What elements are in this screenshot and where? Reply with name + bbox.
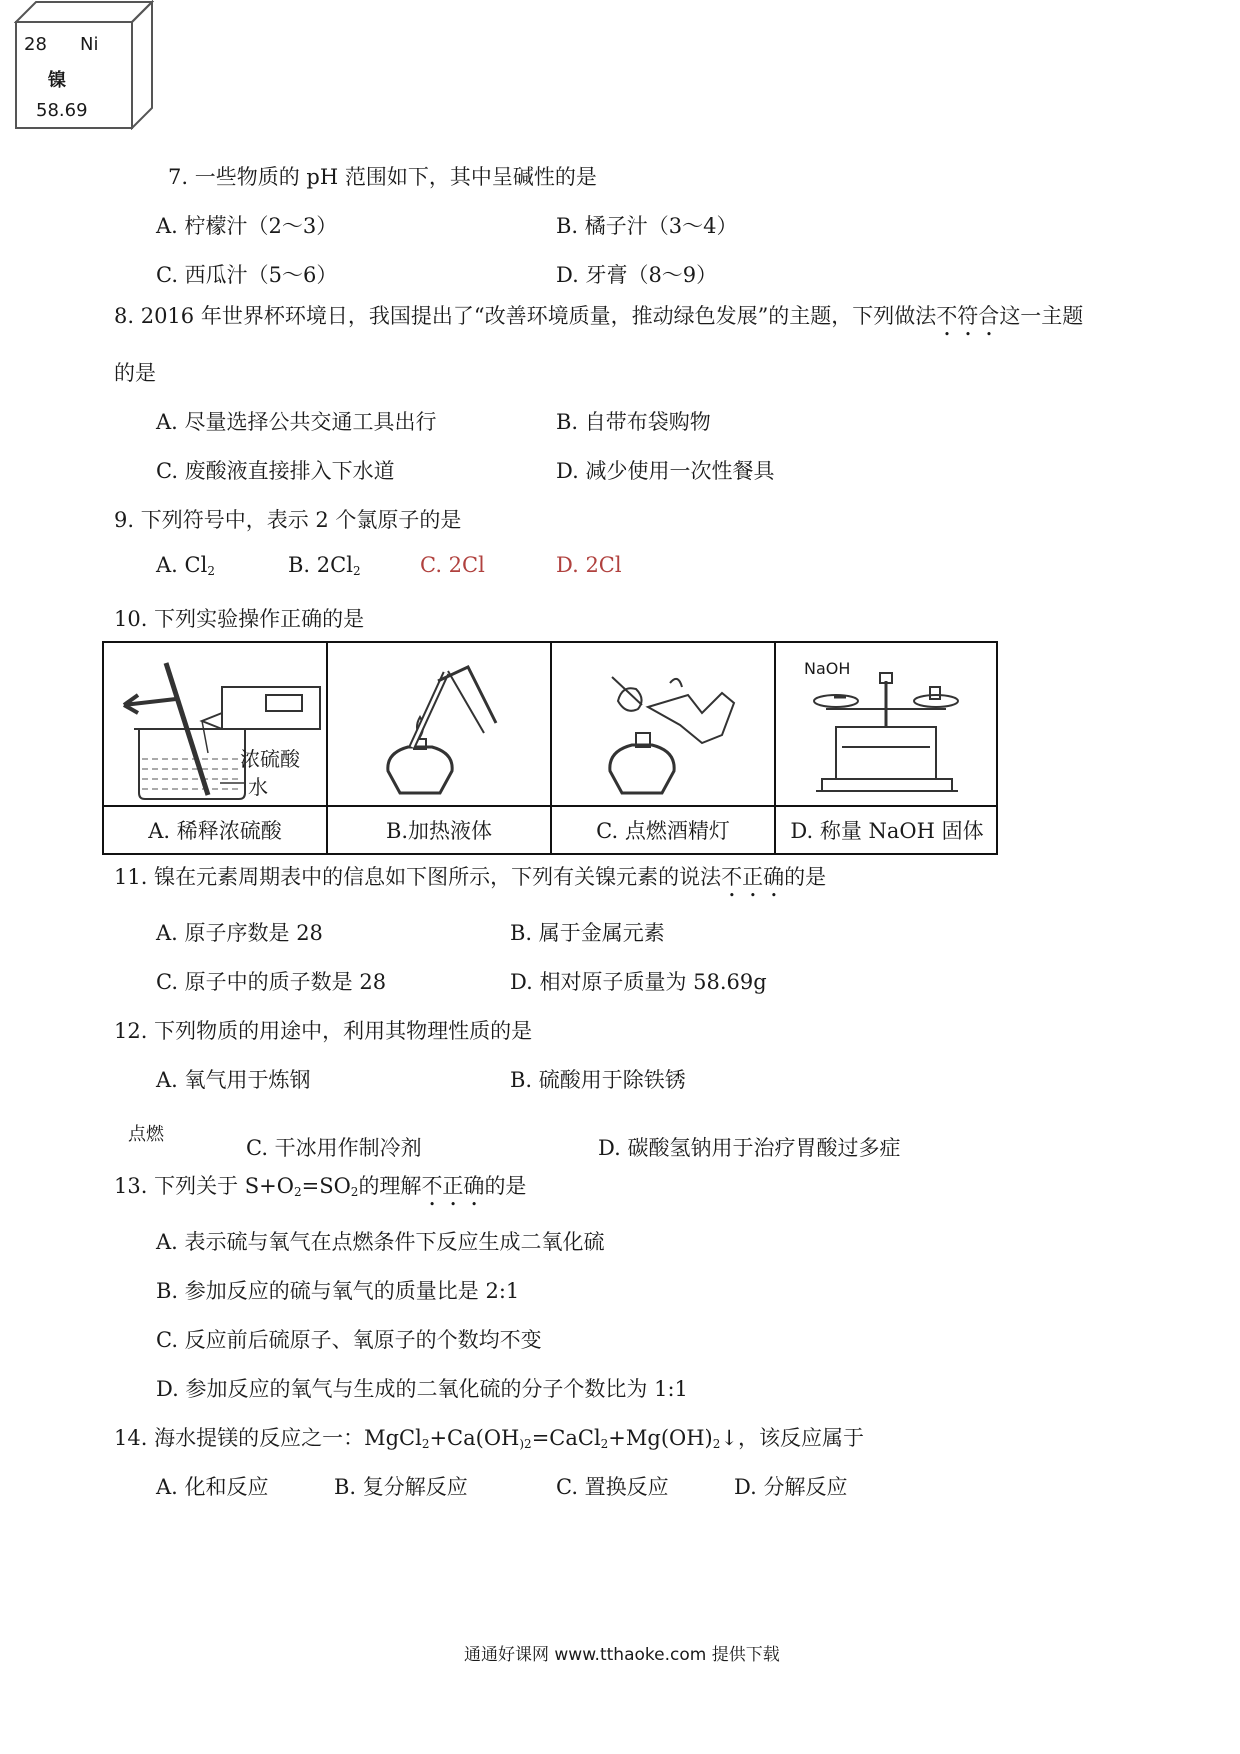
q9-option-d: D. 2Cl (556, 553, 622, 577)
label-water: 水 (248, 775, 268, 799)
q11-option-b: B. 属于金属元素 (510, 921, 665, 945)
q9-option-c: C. 2Cl (420, 553, 485, 577)
heating-illustration (328, 643, 550, 803)
caption-b: B.加热液体 (328, 805, 552, 855)
q10-figure-table (102, 641, 998, 855)
q14-option-d: D. 分解反应 (734, 1475, 848, 1499)
q14-option-a: A. 化和反应 (156, 1475, 269, 1499)
figure-d-weighing (776, 643, 998, 805)
figure-a-dilution (104, 643, 328, 805)
q12-stem: 12. 下列物质的用途中，利用其物理性质的是 (114, 1019, 533, 1043)
q12-option-c: C. 干冰用作制冷剂 (246, 1136, 422, 1160)
element-cell-nickel (14, 0, 154, 130)
q8-emphasis: 不符合 (936, 304, 1000, 328)
q7-option-a: A. 柠檬汁（2～3） (156, 214, 338, 238)
q12-option-b: B. 硫酸用于除铁锈 (510, 1068, 686, 1092)
q11-option-c: C. 原子中的质子数是 28 (156, 970, 387, 994)
atomic-number: 28 (24, 34, 47, 55)
q7-stem: 7. 一些物质的 pH 范围如下，其中呈碱性的是 (168, 165, 597, 189)
q13-option-c: C. 反应前后硫原子、氧原子的个数均不变 (156, 1328, 542, 1352)
dilution-illustration (104, 643, 326, 803)
q9-stem: 9. 下列符号中，表示 2 个氯原子的是 (114, 508, 462, 532)
q8-stem-line2: 的是 (114, 361, 156, 385)
atomic-mass: 58.69 (36, 100, 88, 121)
q11-stem: 11. 镍在元素周期表中的信息如下图所示，下列有关镍元素的说法不正确的是 (114, 865, 827, 889)
lamp-illustration (552, 643, 774, 803)
q11-option-d: D. 相对原子质量为 58.69g (510, 970, 767, 994)
q7-option-d: D. 牙膏（8～9） (556, 263, 718, 287)
element-symbol: Ni (80, 34, 99, 55)
footer-source: 通通好课网 www.tthaoke.com 提供下载 (464, 1645, 780, 1665)
label-conc-sulfuric-acid: 浓硫酸 (240, 747, 300, 771)
q13-emphasis: 不正确 (421, 1174, 485, 1198)
q14-option-b: B. 复分解反应 (334, 1475, 468, 1499)
q8-stem: 8. 2016 年世界杯环境日，我国提出了“改善环境质量，推动绿色发展”的主题，下列做法不符合这一主题 (114, 304, 1084, 328)
q8-option-b: B. 自带布袋购物 (556, 410, 711, 434)
caption-c: C. 点燃酒精灯 (552, 805, 776, 855)
q14-option-c: C. 置换反应 (556, 1475, 669, 1499)
figure-c-lighting-lamp (552, 643, 776, 805)
q11-option-a: A. 原子序数是 28 (156, 921, 323, 945)
q13-stem: 13. 下列关于 $S+O_2=SO_2$的理解不正确的是 (114, 1174, 527, 1199)
q7-option-b: B. 橘子汁（3～4） (556, 214, 738, 238)
q13-option-b: B. 参加反应的硫与氧气的质量比是 2:1 (156, 1279, 520, 1303)
element-name: 镍 (48, 70, 66, 91)
caption-d: D. 称量 NaOH 固体 (776, 805, 998, 855)
q13-option-d: D. 参加反应的氧气与生成的二氧化硫的分子个数比为 1:1 (156, 1377, 688, 1401)
figure-b-heating (328, 643, 552, 805)
q8-option-a: A. 尽量选择公共交通工具出行 (156, 410, 437, 434)
q12-option-a: A. 氧气用于炼钢 (156, 1068, 311, 1092)
q8-option-c: C. 废酸液直接排入下水道 (156, 459, 395, 483)
q9-option-a: A. $Cl_2$ (156, 553, 215, 578)
reaction-condition-note: 点燃 (128, 1124, 164, 1145)
q14-stem: 14. 海水提镁的反应之一：$MgCl_2+Ca(OH_{)2}=CaCl_2+Mg(OH)_2↓$，该反应属于 (114, 1426, 865, 1451)
q12-option-d: D. 碳酸氢钠用于治疗胃酸过多症 (598, 1136, 901, 1160)
q10-stem: 10. 下列实验操作正确的是 (114, 607, 365, 631)
q13-option-a: A. 表示硫与氧气在点燃条件下反应生成二氧化硫 (156, 1230, 605, 1254)
caption-a: A. 稀释浓硫酸 (104, 805, 328, 855)
label-naoh: NaOH (804, 659, 851, 678)
q9-option-b: B. $2Cl_2$ (288, 553, 361, 578)
q11-emphasis: 不正确 (721, 865, 785, 889)
q8-option-d: D. 减少使用一次性餐具 (556, 459, 775, 483)
q7-option-c: C. 西瓜汁（5～6） (156, 263, 338, 287)
